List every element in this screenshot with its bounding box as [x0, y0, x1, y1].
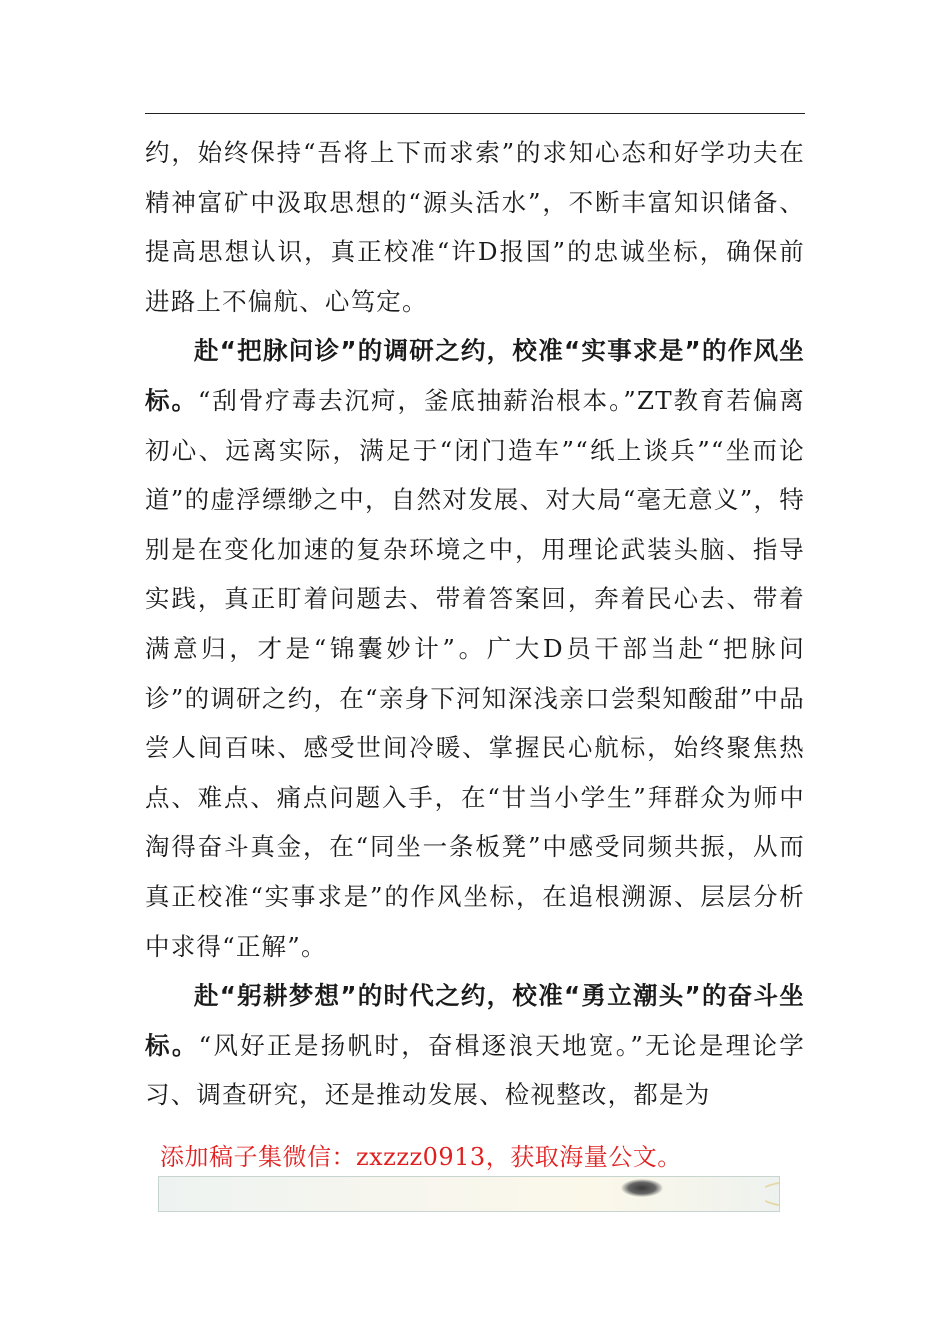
footer-watermark-note: 添加稿子集微信：zxzzz0913，获取海量公文。 — [160, 1143, 682, 1171]
paragraph-2-heading: 赴“把脉问诊”的调研之约，校准“实事求是”的作风坐标。 — [145, 336, 805, 415]
ink-splash-icon — [621, 1179, 663, 1197]
paragraph-1-text: 约，始终保持“吾将上下而求索”的求知心态和好学功夫在精神富矿中汲取思想的“源头活水”，不断丰富知识储备、提高思想认识，真正校准“许D报国”的忠诚坐标，确保前进路上不偏航、心笃定。 — [145, 138, 805, 316]
paragraph-1 — [145, 128, 805, 326]
header-rule — [145, 113, 805, 114]
cloud-swirl-icon — [759, 1181, 780, 1207]
paragraph-3-text: “风好正是扬帆时，奋楫逐浪天地宽。”无论是理论学习、调查研究，还是推动发展、检视整改，都是为 — [145, 1030, 805, 1110]
paragraph-3-heading: 赴“躬耕梦想”的时代之约，校准“勇立潮头”的奋斗坐标。 — [145, 981, 805, 1060]
body-text — [145, 128, 805, 1120]
paragraph-3 — [145, 971, 805, 1120]
footer-banner-image — [158, 1176, 780, 1212]
paragraph-2 — [145, 326, 805, 971]
paragraph-2-text: “刮骨疗毒去沉疴，釜底抽薪治根本。”ZT教育若偏离初心、远离实际，满足于“闭门造车”“纸上谈兵”“坐而论道”的虚浮缥缈之中，自然对发展、对大局“毫无意义”，特别是在变化加速的复杂环境之中，用理论武装头脑、指导实践，真正盯着问题去、带着答案回，奔着民心去、带着满意归，才是“锦囊妙计”。广大D员干部当赴“把脉问诊”的调研之约，在“亲身下河知深浅亲口尝梨知酸甜”中品尝人间百味、感受世间冷暖、掌握民心航标，始终聚焦热点、难点、痛点问题入手，在“甘当小学生”拜群众为师中淘得奋斗真金，在“同坐一条板凳”中感受同频共振，从而真正校准“实事求是”的作风坐标，在追根溯源、层层分析中求得“正解”。 — [145, 385, 805, 961]
